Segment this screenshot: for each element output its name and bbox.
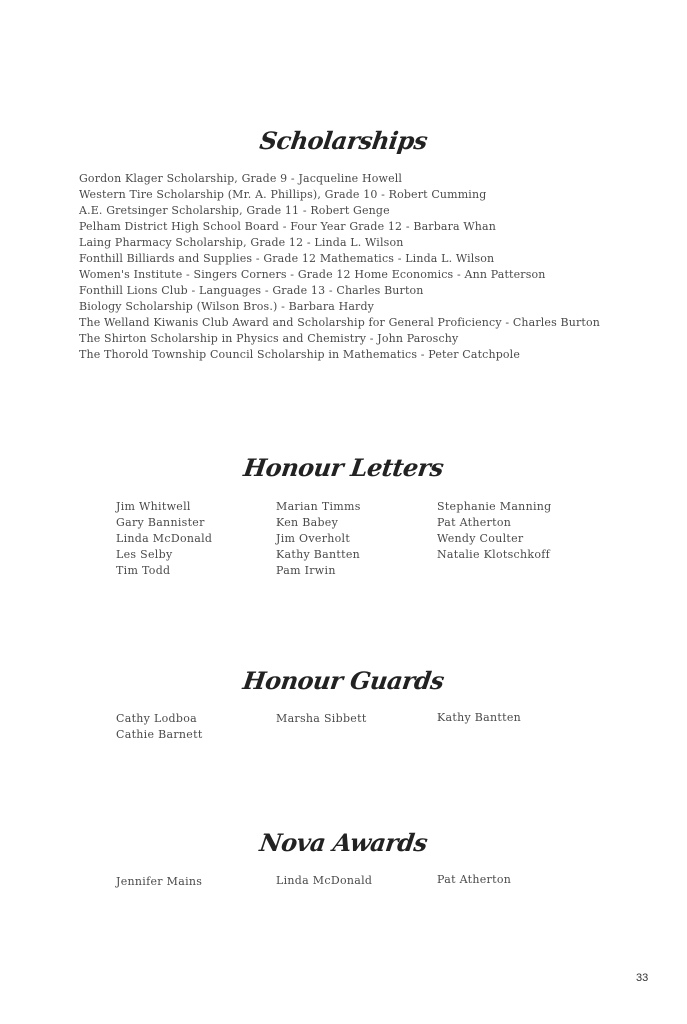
recipient-name: Tim Todd bbox=[116, 564, 171, 577]
honour-guards-column-1 bbox=[116, 711, 203, 743]
scholarship-item: Gordon Klager Scholarship, Grade 9 - Jacqueline Howell bbox=[79, 172, 403, 185]
scholarship-item: A.E. Gretsinger Scholarship, Grade 11 - Robert Genge bbox=[79, 204, 390, 217]
scholarship-item: Laing Pharmacy Scholarship, Grade 12 - Linda L. Wilson bbox=[79, 236, 404, 249]
nova-awards-heading: Nova Awards bbox=[257, 828, 430, 857]
honour-guards-heading: Honour Guards bbox=[241, 666, 446, 695]
recipient-name: Ken Babey bbox=[276, 516, 339, 529]
recipient-name: Gary Bannister bbox=[116, 516, 205, 529]
honour-letters-column-3 bbox=[437, 499, 552, 563]
scholarship-item: Fonthill Lions Club - Languages - Grade 13 - Charles Burton bbox=[79, 284, 424, 297]
recipient-name: Les Selby bbox=[116, 548, 173, 561]
scholarship-item: The Welland Kiwanis Club Award and Scholarship for General Proficiency - Charles Burton bbox=[79, 316, 600, 329]
recipient-name: Cathie Barnett bbox=[116, 728, 203, 741]
recipient-name: Pat Atherton bbox=[437, 516, 512, 529]
recipient-name: Marian Timms bbox=[276, 500, 361, 513]
recipient-name: Kathy Bantten bbox=[437, 711, 522, 724]
recipient-name: Cathy Lodboa bbox=[116, 712, 197, 725]
recipient-name: Natalie Klotschkoff bbox=[437, 548, 551, 561]
honour-letters-heading: Honour Letters bbox=[241, 453, 446, 482]
recipient-name: Linda McDonald bbox=[116, 532, 213, 545]
scholarship-item: Western Tire Scholarship (Mr. A. Phillips), Grade 10 - Robert Cumming bbox=[79, 188, 487, 201]
recipient-name: Kathy Bantten bbox=[276, 548, 361, 561]
scholarships-list bbox=[79, 171, 600, 363]
scholarship-item: Pelham District High School Board - Four Year Grade 12 - Barbara Whan bbox=[79, 220, 496, 233]
recipient-name: Marsha Sibbett bbox=[276, 712, 367, 725]
honour-letters-column-1 bbox=[116, 499, 212, 579]
scholarship-item: Fonthill Billiards and Supplies - Grade 12 Mathematics - Linda L. Wilson bbox=[79, 252, 495, 265]
recipient-name: Wendy Coulter bbox=[437, 532, 524, 545]
nova-awards-column-1 bbox=[116, 874, 202, 890]
scholarship-item: Women's Institute - Singers Corners - Grade 12 Home Economics - Ann Patterson bbox=[79, 268, 546, 281]
honour-letters-column-2 bbox=[276, 499, 361, 579]
scholarships-heading: Scholarships bbox=[257, 126, 430, 155]
recipient-name: Pat Atherton bbox=[437, 873, 512, 886]
honour-guards-column-3 bbox=[437, 710, 521, 726]
nova-awards-column-3 bbox=[437, 872, 511, 888]
scholarship-item: The Shirton Scholarship in Physics and Chemistry - John Paroschy bbox=[79, 332, 459, 345]
recipient-name: Jim Whitwell bbox=[116, 500, 191, 513]
scholarship-item: The Thorold Township Council Scholarship in Mathematics - Peter Catchpole bbox=[79, 348, 520, 361]
recipient-name: Stephanie Manning bbox=[437, 500, 552, 513]
page-number: 33 bbox=[636, 972, 649, 984]
recipient-name: Linda McDonald bbox=[276, 874, 373, 887]
honour-guards-column-2 bbox=[276, 711, 367, 727]
recipient-name: Jennifer Mains bbox=[116, 875, 203, 888]
recipient-name: Pam Irwin bbox=[276, 564, 336, 577]
nova-awards-column-2 bbox=[276, 873, 372, 889]
recipient-name: Jim Overholt bbox=[276, 532, 351, 545]
scholarship-item: Biology Scholarship (Wilson Bros.) - Barbara Hardy bbox=[79, 300, 375, 313]
